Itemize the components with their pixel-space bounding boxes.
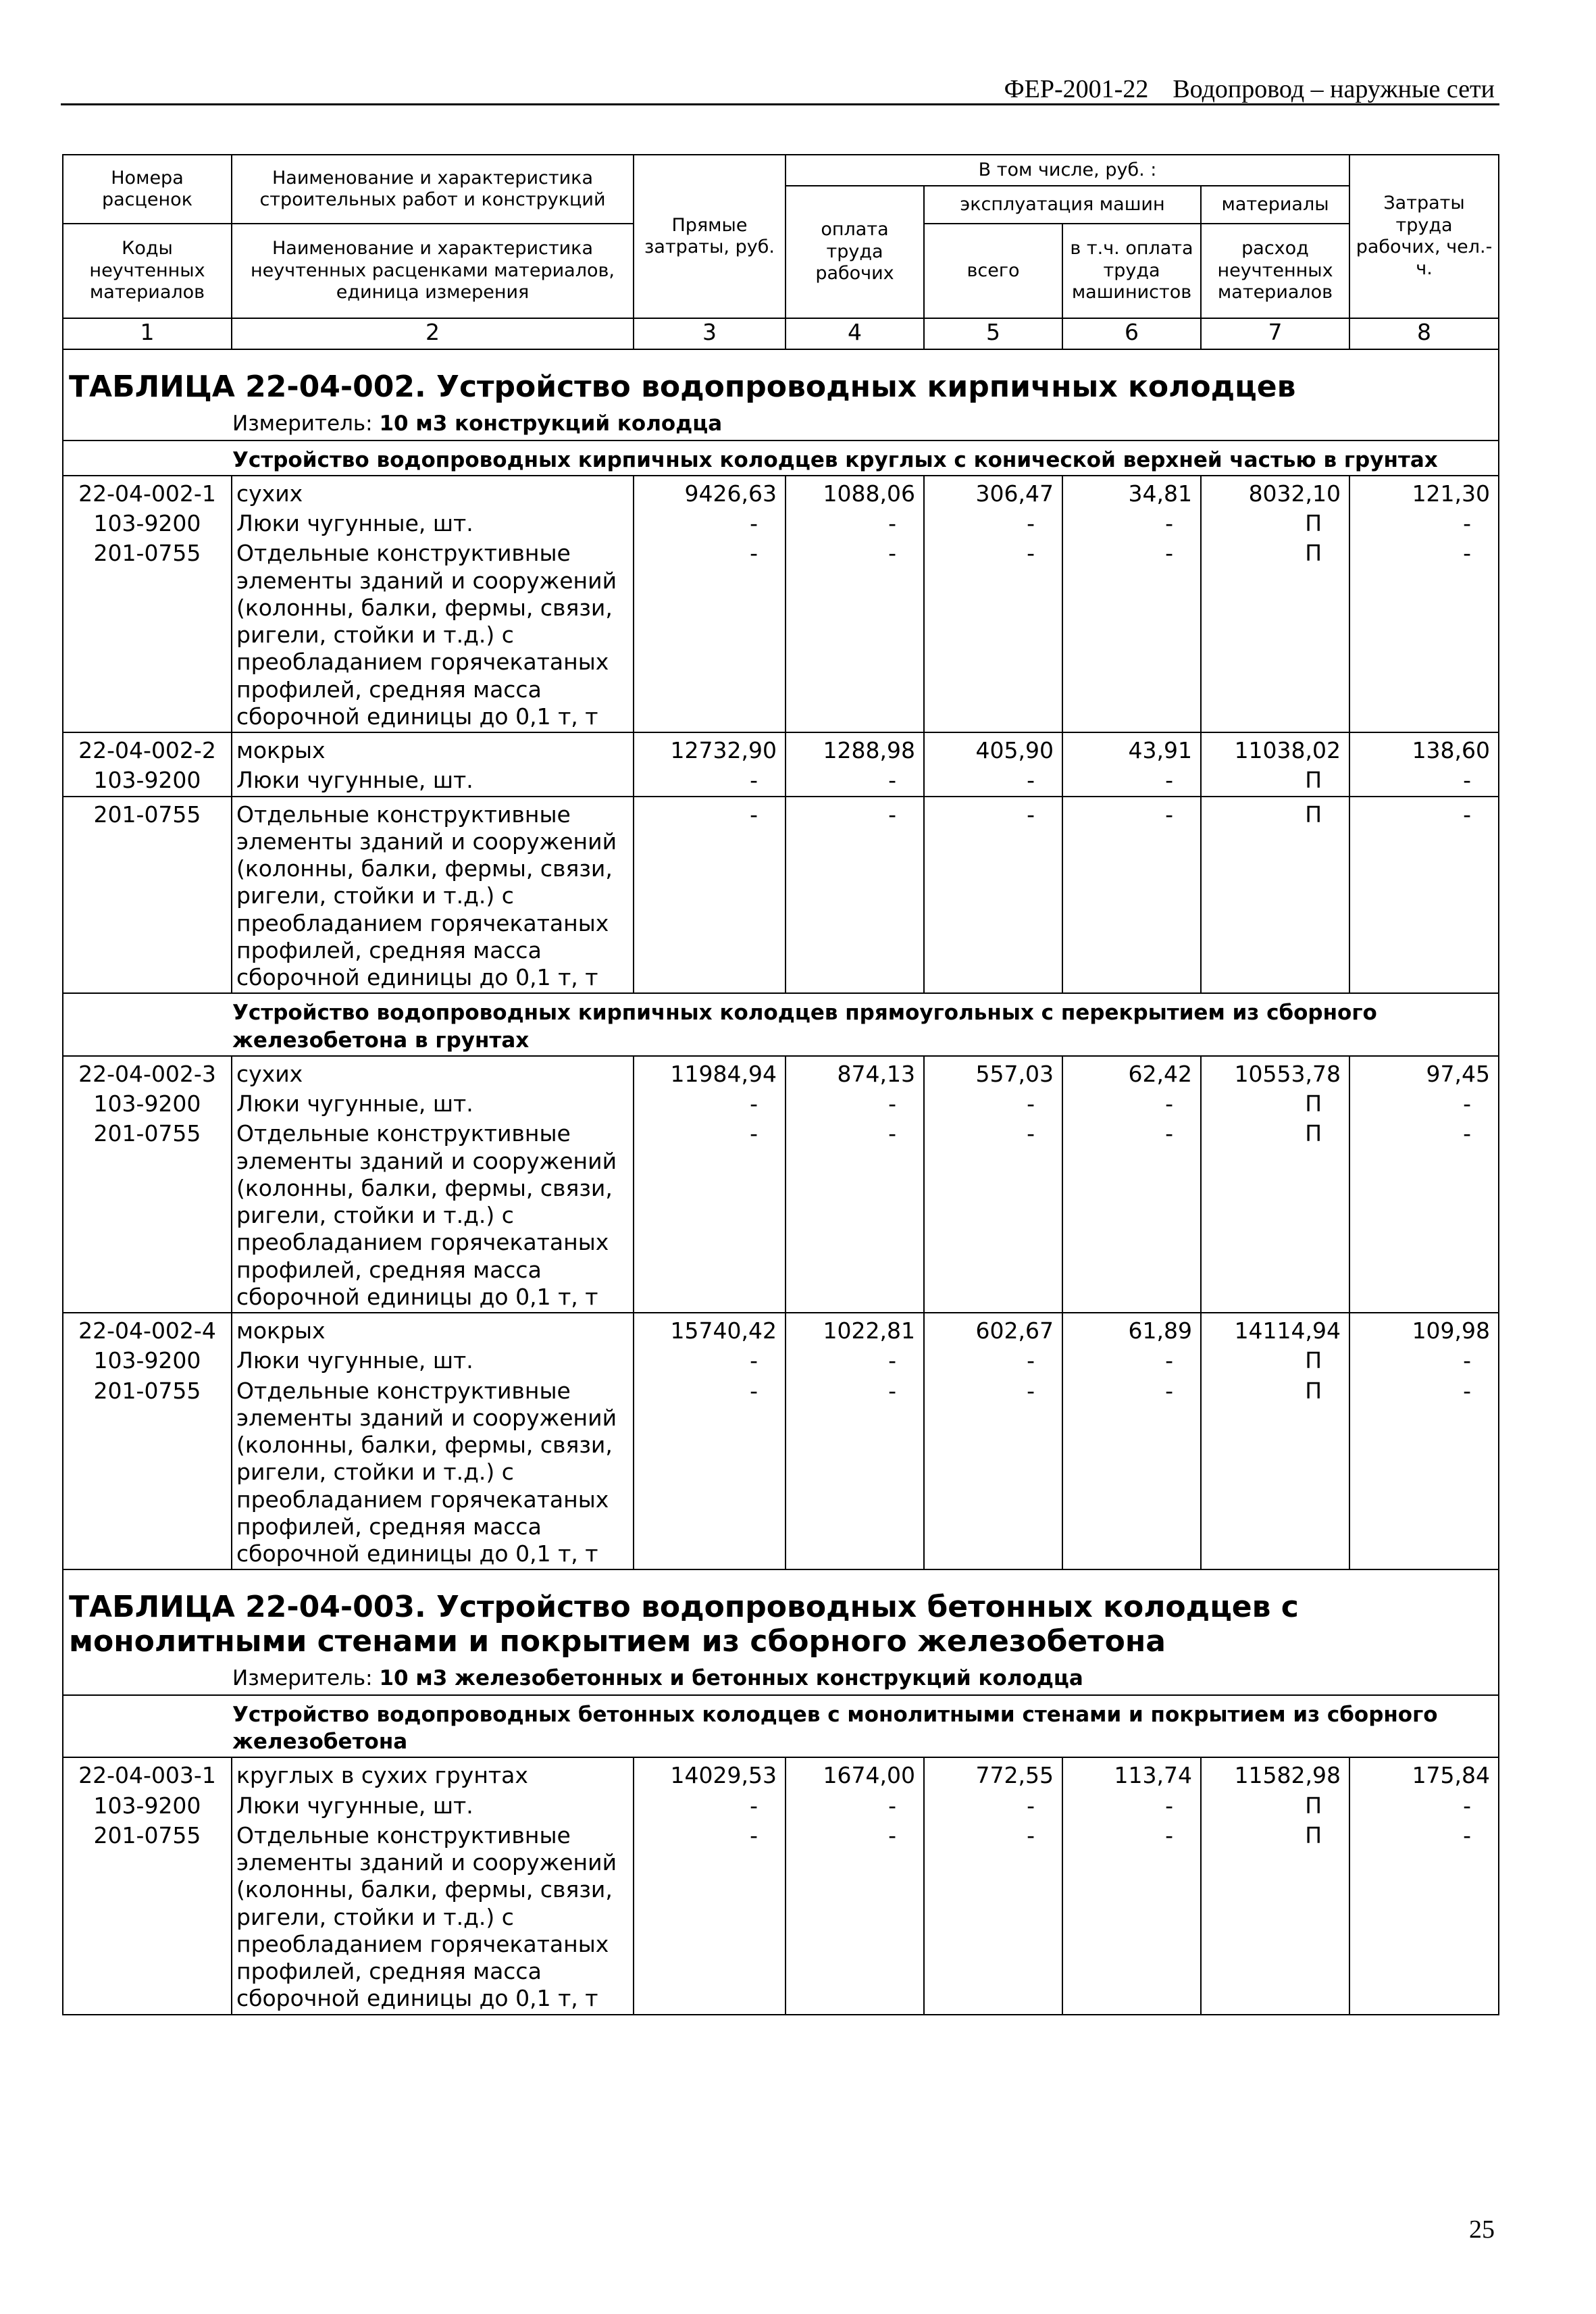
table-row [63,509,1499,538]
material-name: Отдельные конструктивные элементы зданий и сооружений (колонны, балки, фермы, связи, ригели, стойки и т.д.) с преобладанием горячекатаных профилей, средняя масса сборочной единицы до 0,1 т, т [232,1821,634,2015]
material-code: 103-9200 [63,765,232,796]
table-row [63,1313,1499,1346]
material-name: Люки чугунные, шт. [232,1089,634,1119]
machinist-labor-cost: 113,74 [1062,1757,1201,1790]
materials-cost: 11038,02 [1201,732,1349,765]
dash: - [786,1376,924,1570]
header-rule [61,103,1499,105]
dash: - [634,1119,786,1313]
subsection-title: Устройство водопроводных кирпичных колодцев круглых с конической верхней частью в грунтах [63,441,1499,476]
labor-hours: 175,84 [1349,1757,1499,1790]
p-mark: П [1201,509,1349,538]
dash: - [924,538,1062,732]
p-mark: П [1201,1119,1349,1313]
direct-cost: 9426,63 [634,476,786,509]
running-header [980,74,1495,104]
material-code: 201-0755 [63,1376,232,1570]
rate-code: 22-04-002-2 [63,732,232,765]
dash: - [1349,1089,1499,1119]
dash: - [786,1821,924,2015]
dash: - [924,1119,1062,1313]
direct-cost: 12732,90 [634,732,786,765]
material-code: 103-9200 [63,1089,232,1119]
col-num: 8 [1349,318,1499,349]
p-mark: П [1201,765,1349,796]
col-num: 5 [924,318,1062,349]
table-22-04-003-title: ТАБЛИЦА 22-04-003. Устройство водопроводных бетонных колодцев с монолитными стенами и покрытием из сборного железобетона [63,1569,1499,1663]
machinist-labor-cost: 43,91 [1062,732,1201,765]
p-mark: П [1201,1089,1349,1119]
rate-code: 22-04-003-1 [63,1757,232,1790]
rate-code: 22-04-002-3 [63,1056,232,1089]
col1-bottom-header: Коды неучтенных материалов [63,224,232,318]
rate-name: круглых в сухих грунтах [232,1757,634,1790]
rate-code: 22-04-002-1 [63,476,232,509]
dash: - [1062,1791,1201,1821]
col4-header: оплата труда рабочих [786,186,924,318]
labor-cost: 1088,06 [786,476,924,509]
dash: - [786,1089,924,1119]
table-row [63,1757,1499,1790]
material-name: Отдельные конструктивные элементы зданий и сооружений (колонны, балки, фермы, связи, ригели, стойки и т.д.) с преобладанием горячекатаных профилей, средняя масса сборочной единицы до 0,1 т, т [232,1376,634,1570]
material-name: Отдельные конструктивные элементы зданий и сооружений (колонны, балки, фермы, связи, ригели, стойки и т.д.) с преобладанием горячекатаных профилей, средняя масса сборочной единицы до 0,1 т, т [232,797,634,994]
p-mark: П [1201,797,1349,994]
dash: - [786,1791,924,1821]
material-name: Отдельные конструктивные элементы зданий и сооружений (колонны, балки, фермы, связи, ригели, стойки и т.д.) с преобладанием горячекатаных профилей, средняя масса сборочной единицы до 0,1 т, т [232,1119,634,1313]
dash: - [924,797,1062,994]
col8-header: Затраты труда рабочих, чел.-ч. [1349,155,1499,318]
machine-cost: 405,90 [924,732,1062,765]
rate-name: мокрых [232,732,634,765]
dash: - [1349,1346,1499,1376]
table-row [63,1821,1499,2015]
machinist-labor-cost: 34,81 [1062,476,1201,509]
dash: - [1349,1119,1499,1313]
rate-code: 22-04-002-4 [63,1313,232,1346]
rate-name: сухих [232,1056,634,1089]
material-code: 201-0755 [63,538,232,732]
col6-header: в т.ч. оплата труда машинистов [1062,224,1201,318]
dash: - [1349,1376,1499,1570]
p-mark: П [1201,1791,1349,1821]
dash: - [634,1821,786,2015]
materials-cost: 14114,94 [1201,1313,1349,1346]
table-22-04-003-measure [63,1663,1499,1695]
dash: - [1062,538,1201,732]
labor-hours: 138,60 [1349,732,1499,765]
col3-header: Прямые затраты, руб. [634,155,786,318]
header-title: Водопровод – наружные сети [1173,75,1495,103]
column-numbers-row [63,318,1499,349]
materials-cost: 10553,78 [1201,1056,1349,1089]
page-number: 25 [1469,2215,1495,2244]
material-name: Люки чугунные, шт. [232,509,634,538]
material-code: 201-0755 [63,797,232,994]
labor-cost: 874,13 [786,1056,924,1089]
labor-cost: 1022,81 [786,1313,924,1346]
measure-label: Измеритель: [232,411,373,436]
col-num: 2 [232,318,634,349]
dash: - [1349,538,1499,732]
table-row [63,538,1499,732]
dash: - [924,1346,1062,1376]
material-name: Люки чугунные, шт. [232,1346,634,1376]
dash: - [1062,1119,1201,1313]
materials-header: материалы [1201,186,1349,224]
p-mark: П [1201,1821,1349,2015]
machinist-labor-cost: 62,42 [1062,1056,1201,1089]
material-code: 103-9200 [63,1346,232,1376]
direct-cost: 15740,42 [634,1313,786,1346]
table-22-04-002-title: ТАБЛИЦА 22-04-002. Устройство водопроводных кирпичных колодцев [63,349,1499,409]
p-mark: П [1201,1346,1349,1376]
materials-cost: 8032,10 [1201,476,1349,509]
table-row [63,1119,1499,1313]
dash: - [634,1346,786,1376]
dash: - [1062,797,1201,994]
col1-top-header: Номера расценок [63,155,232,224]
col-num: 4 [786,318,924,349]
dash: - [1349,1791,1499,1821]
dash: - [634,509,786,538]
material-code: 201-0755 [63,1821,232,2015]
col2-top-header: Наименование и характеристика строительных работ и конструкций [232,155,634,224]
dash: - [924,509,1062,538]
table-row [63,1089,1499,1119]
dash: - [924,1376,1062,1570]
machine-cost: 306,47 [924,476,1062,509]
col-num: 6 [1062,318,1201,349]
col-num: 3 [634,318,786,349]
dash: - [786,1346,924,1376]
machine-cost: 602,67 [924,1313,1062,1346]
table-row [63,1346,1499,1376]
dash: - [1062,509,1201,538]
table-row [63,476,1499,509]
rate-name: сухих [232,476,634,509]
dash: - [786,509,924,538]
dash: - [786,1119,924,1313]
dash: - [1062,1346,1201,1376]
subsection-title: Устройство водопроводных бетонных колодцев с монолитными стенами и покрытием из сборного железобетона [63,1695,1499,1758]
dash: - [634,538,786,732]
measure-label: Измеритель: [232,1665,373,1690]
dash: - [634,1089,786,1119]
dash: - [1062,1821,1201,2015]
dash: - [924,1089,1062,1119]
dash: - [924,765,1062,796]
table-row [63,1056,1499,1089]
dash: - [786,538,924,732]
material-code: 103-9200 [63,1791,232,1821]
machine-cost: 557,03 [924,1056,1062,1089]
material-name: Люки чугунные, шт. [232,1791,634,1821]
p-mark: П [1201,538,1349,732]
header-code: ФЕР-2001-22 [1004,75,1149,103]
dash: - [634,765,786,796]
subsection-title: Устройство водопроводных кирпичных колодцев прямоугольных с перекрытием из сборного железобетона в грунтах [63,993,1499,1056]
dash: - [924,1791,1062,1821]
dash: - [1062,1089,1201,1119]
col-num: 1 [63,318,232,349]
dash: - [1062,1376,1201,1570]
dash: - [786,797,924,994]
labor-hours: 109,98 [1349,1313,1499,1346]
dash: - [634,1376,786,1570]
p-mark: П [1201,1376,1349,1570]
table-row [63,765,1499,796]
direct-cost: 14029,53 [634,1757,786,1790]
direct-cost: 11984,94 [634,1056,786,1089]
dash: - [1349,1821,1499,2015]
dash: - [786,765,924,796]
labor-cost: 1288,98 [786,732,924,765]
materials-cost: 11582,98 [1201,1757,1349,1790]
col2-bottom-header: Наименование и характеристика неучтенных расценками материалов, единица измерения [232,224,634,318]
col-num: 7 [1201,318,1349,349]
table-row [63,1791,1499,1821]
material-code: 201-0755 [63,1119,232,1313]
incl-header: В том числе, руб. : [786,155,1349,186]
table-22-04-002-measure [63,409,1499,441]
col5-header: всего [924,224,1062,318]
dash: - [1062,765,1201,796]
col7-header: расход неучтенных материалов [1201,224,1349,318]
machine-cost: 772,55 [924,1757,1062,1790]
material-name: Отдельные конструктивные элементы зданий и сооружений (колонны, балки, фермы, связи, ригели, стойки и т.д.) с преобладанием горячекатаных профилей, средняя масса сборочной единицы до 0,1 т, т [232,538,634,732]
rate-name: мокрых [232,1313,634,1346]
machines-header: эксплуатация машин [924,186,1201,224]
labor-hours: 97,45 [1349,1056,1499,1089]
labor-hours: 121,30 [1349,476,1499,509]
dash: - [1349,765,1499,796]
price-table [62,154,1499,2015]
material-name: Люки чугунные, шт. [232,765,634,796]
measure-value: 10 м3 конструкций колодца [379,411,723,436]
dash: - [634,1791,786,1821]
machinist-labor-cost: 61,89 [1062,1313,1201,1346]
table-row [63,1376,1499,1570]
dash: - [1349,797,1499,994]
table-row [63,732,1499,765]
table-row [63,797,1499,994]
dash: - [924,1821,1062,2015]
dash: - [634,797,786,994]
measure-value: 10 м3 железобетонных и бетонных конструкций колодца [379,1665,1083,1690]
labor-cost: 1674,00 [786,1757,924,1790]
material-code: 103-9200 [63,509,232,538]
dash: - [1349,509,1499,538]
